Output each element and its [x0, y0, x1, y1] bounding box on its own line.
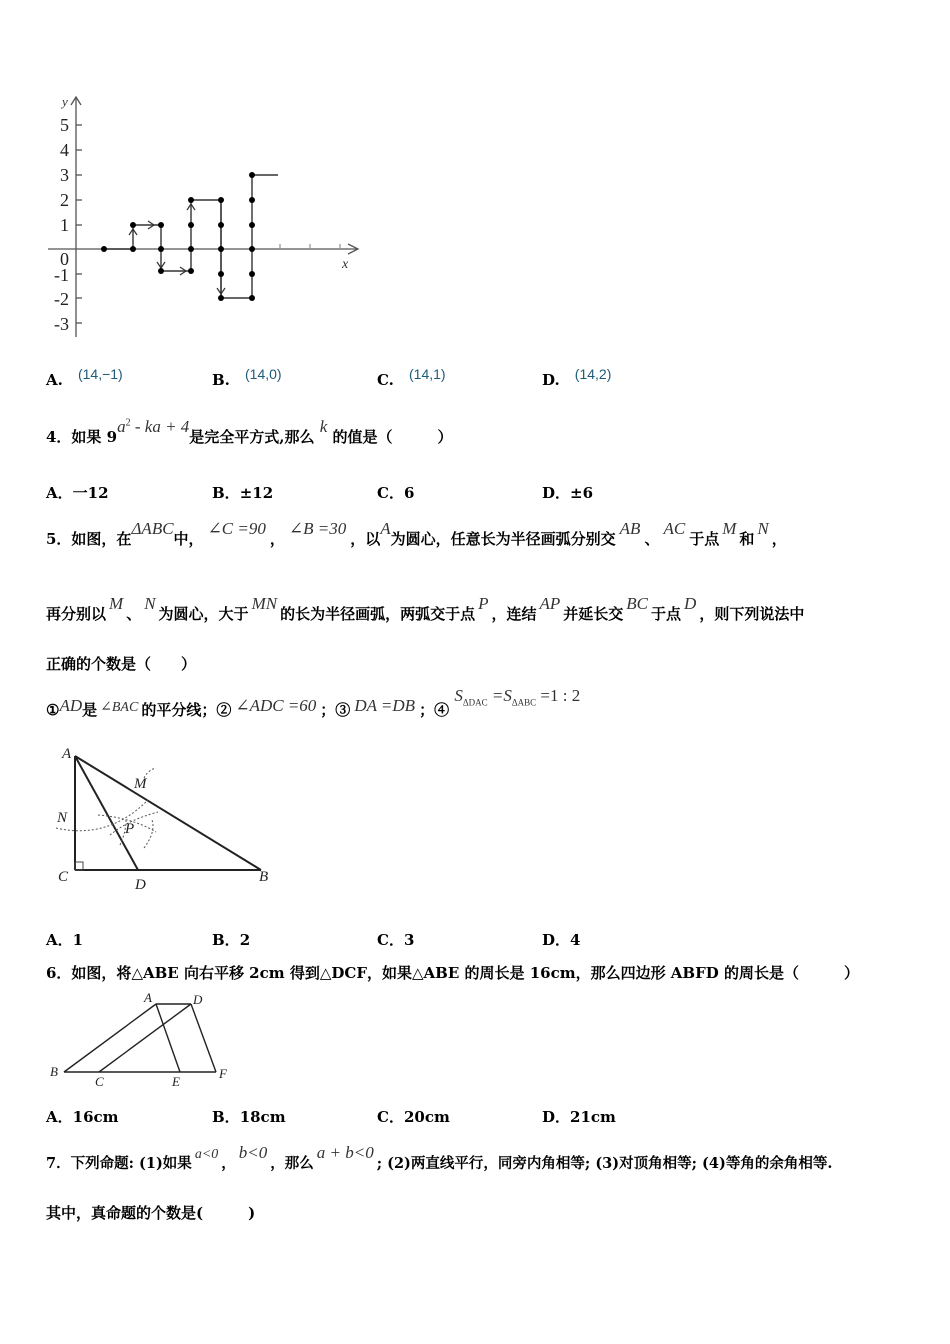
q4-option-a[interactable]: A．一12 — [46, 484, 109, 502]
label-e: E — [172, 1074, 180, 1089]
q5-option-c[interactable]: C．3 — [377, 931, 415, 949]
y-tick-3: 3 — [60, 165, 69, 185]
origin-label: 0 — [60, 249, 69, 269]
label-b: B — [259, 869, 269, 885]
q4-option-b[interactable]: B．±12 — [212, 484, 274, 502]
q7-line-2: 其中，真命题的个数是( ) — [46, 1204, 256, 1222]
label-m: M — [134, 776, 147, 792]
label-a: A — [144, 990, 152, 1005]
y-tick-2: 2 — [60, 190, 69, 210]
q5-option-b[interactable]: B．2 — [212, 931, 251, 949]
bisector-ad — [75, 756, 138, 870]
q5-statements: ①AD是 ∠BAC 的平分线；② ∠ADC =60 ；③ DA =DB ；④ $S_{\Delta DAC} =S_{\Delta ABC} =1$ : 2 — [46, 686, 581, 719]
side-df — [191, 1004, 216, 1072]
x-axis-label: x — [342, 257, 349, 272]
y-tick-neg2: -2 — [54, 289, 69, 309]
q5-line-1: 5．如图，在ΔABC中，∠C =90，∠B =30，以A为圆心，任意长为半径画弧分别交AB、AC于点M和N， — [46, 519, 787, 548]
y-tick-neg3: -3 — [54, 314, 69, 334]
label-d: D — [135, 877, 146, 893]
q3-option-b[interactable]: B. (14,0) — [212, 366, 282, 389]
label-n: N — [57, 810, 68, 826]
q5-triangle-figure — [48, 740, 288, 896]
q6-parallelogram-figure — [46, 990, 246, 1090]
q5-line-2: 再分别以M、N为圆心，大于MN的长为半径画弧，两弧交于点P，连结AP并延长交BC于点D，则下列说法中 — [46, 594, 805, 623]
q6-option-a[interactable]: A．16cm — [46, 1108, 119, 1126]
side-dc — [99, 1004, 191, 1072]
q6-stem: 6．如图，将△ABE 向右平移 2cm 得到△DCF，如果△ABE 的周长是 16cm，那么四边形 ABFD 的周长是（ ） — [46, 964, 859, 982]
q4-stem: 4．如果 $9a^2$ - ka + 4是完全平方式,那么 k 的值是（ ） — [46, 417, 453, 446]
q3-option-d[interactable]: D. (14,2) — [542, 366, 612, 389]
q3-option-c[interactable]: C. (14,1) — [377, 366, 446, 389]
q4-option-c[interactable]: C．6 — [377, 484, 415, 502]
side-ab — [64, 1004, 156, 1072]
q5-line-3: 正确的个数是（ ） — [46, 655, 197, 673]
q3-option-d-value: (14,2) — [574, 366, 612, 382]
q6-option-b[interactable]: B．18cm — [212, 1108, 286, 1126]
side-ab — [75, 756, 261, 870]
y-tick-5: 5 — [60, 115, 69, 135]
label-b: B — [50, 1064, 58, 1079]
y-axis-label: y — [62, 94, 68, 109]
q5-option-a[interactable]: A．1 — [46, 931, 84, 949]
label-a: A — [62, 746, 72, 762]
y-tick-1: 1 — [60, 215, 69, 235]
label-d: D — [193, 992, 203, 1007]
q6-option-d[interactable]: D．21cm — [542, 1108, 616, 1126]
q5-option-d[interactable]: D．4 — [542, 931, 581, 949]
label-f: F — [219, 1066, 227, 1081]
label-c: C — [58, 869, 69, 885]
y-tick-4: 4 — [60, 140, 69, 160]
coordinate-graph — [40, 92, 370, 342]
q3-option-c-value: (14,1) — [409, 366, 446, 382]
label-c: C — [95, 1074, 104, 1089]
label-p: P — [125, 821, 135, 837]
q4-option-d[interactable]: D．±6 — [542, 484, 594, 502]
q3-option-b-value: (14,0) — [245, 366, 282, 382]
y-tick-neg1: -1 — [54, 265, 69, 285]
q3-option-a-value: (14,−1) — [77, 366, 123, 382]
q6-option-c[interactable]: C．20cm — [377, 1108, 450, 1126]
q7-line-1: 7．下列命题: (1)如果a<0，b<0，那么a + b<0; (2)两直线平行，同旁内角相等; (3)对顶角相等; (4)等角的余角相等. — [46, 1143, 833, 1172]
q3-option-a[interactable]: A. (14,−1) — [46, 366, 123, 389]
